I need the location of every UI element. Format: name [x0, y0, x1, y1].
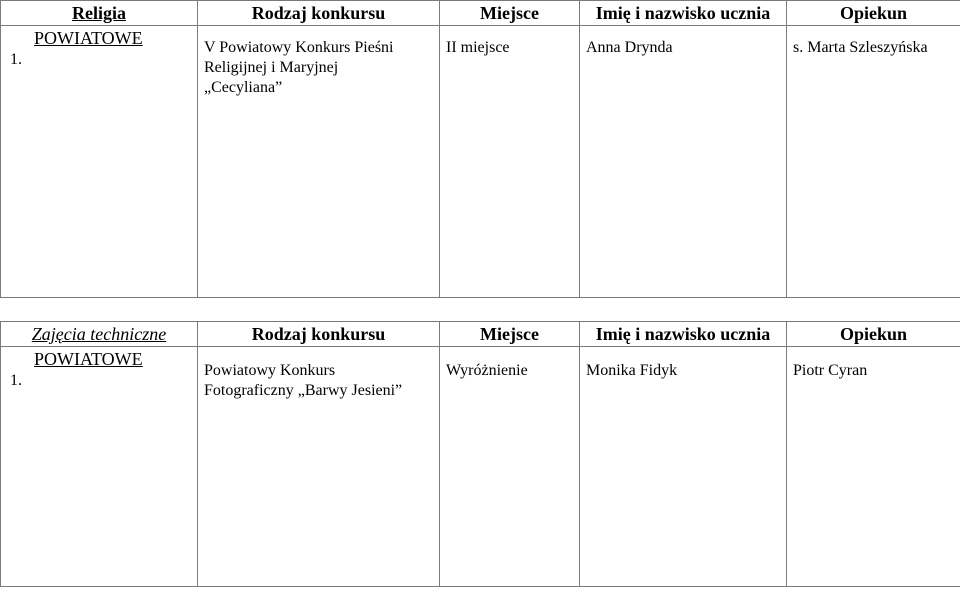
place-value: Wyróżnienie: [446, 362, 528, 379]
row-number: 1.: [10, 51, 22, 68]
mentor-name: s. Marta Szleszyńska: [793, 39, 928, 56]
student-name: Monika Fidyk: [586, 362, 678, 379]
table-header-row: [1, 1, 960, 26]
place-value: II miejsce: [446, 39, 510, 56]
category-header: Zajęcia techniczne: [31, 324, 167, 344]
mentor-header: Opiekun: [839, 3, 908, 23]
level-label: POWIATOWE: [34, 349, 143, 369]
mentor-name: Piotr Cyran: [793, 362, 868, 379]
results-table-zajecia-techniczne: [0, 321, 960, 587]
level-label: POWIATOWE: [34, 28, 143, 48]
category-header: Religia: [72, 3, 126, 23]
student-name: Anna Drynda: [586, 39, 673, 56]
place-header: Miejsce: [480, 3, 539, 23]
place-header: Miejsce: [480, 324, 539, 344]
contest-type-header: Rodzaj konkursu: [251, 3, 386, 23]
student-header: Imię i nazwisko ucznia: [595, 324, 771, 344]
contest-name: V Powiatowy Konkurs Pieśni Religijnej i Maryjnej „Cecyliana”: [204, 39, 394, 96]
mentor-header: Opiekun: [839, 324, 908, 344]
table-header-row: [1, 322, 960, 347]
contest-name: Powiatowy Konkurs Fotograficzny „Barwy Jesieni”: [204, 362, 403, 399]
row-number: 1.: [10, 372, 22, 389]
contest-type-header: Rodzaj konkursu: [251, 324, 386, 344]
table-row: [1, 26, 960, 298]
table-row: [1, 347, 960, 587]
student-header: Imię i nazwisko ucznia: [595, 3, 771, 23]
